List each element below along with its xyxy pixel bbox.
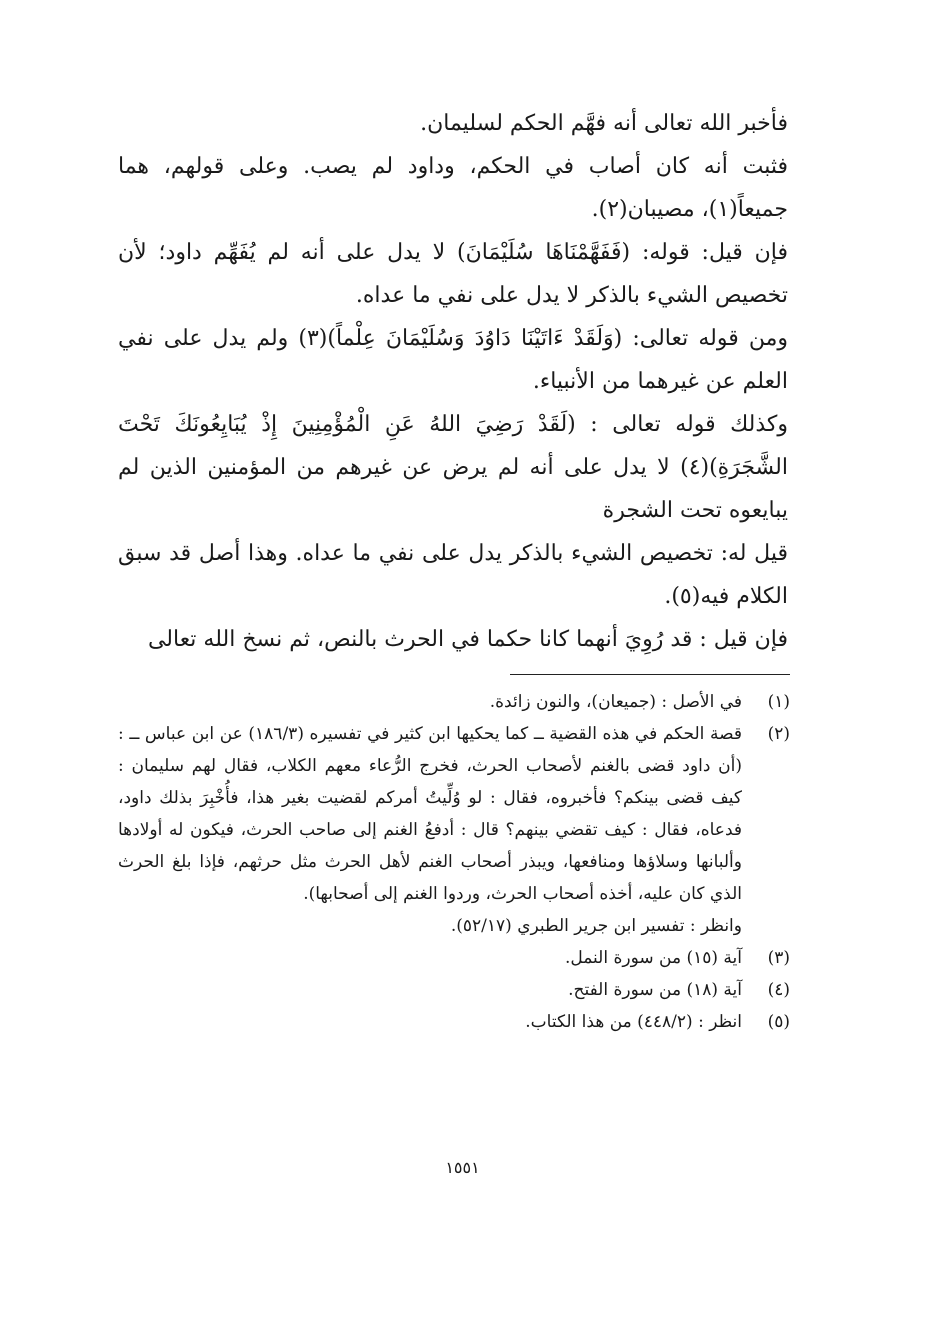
footnote-text bbox=[118, 974, 742, 1006]
footnote-line: آية (١٨) من سورة الفتح. bbox=[568, 980, 742, 1000]
paragraph: فثبت أنه كان أصاب في الحكم، وداود لم يصب. وعلى قولهم، هما جميعاً(١)، مصيبان(٢). bbox=[118, 154, 788, 222]
paragraph: ومن قوله تعالى: (وَلَقَدْ ءَاتَيْنَا دَاوُدَ وَسُلَيْمَانَ عِلْماً)(٣) ولم يدل على نفي العلم عن غيرهما من الأنبياء. bbox=[118, 326, 788, 394]
paragraph: فإن قيل: قوله: (فَفَهَّمْنَاهَا سُلَيْمَانَ) لا يدل على أنه لم يُفَهِّم داود؛ لأن تخصيص الشيء بالذكر لا يدل على نفي ما عداه. bbox=[118, 240, 788, 308]
footnote bbox=[118, 974, 790, 1006]
footnote-text bbox=[118, 718, 742, 942]
footnote bbox=[118, 718, 790, 942]
paragraph: فأخبر الله تعالى أنه فهَّم الحكم لسليمان. bbox=[420, 111, 788, 136]
footnotes bbox=[118, 686, 790, 1038]
footnote-text bbox=[118, 686, 742, 718]
paragraph: قيل له: تخصيص الشيء بالذكر يدل على نفي ما عداه. وهذا أصل قد سبق الكلام فيه(٥). bbox=[118, 541, 788, 609]
footnote-line: وانظر : تفسير ابن جرير الطبري (٥٢/١٧). bbox=[450, 916, 742, 936]
footnote-line: في الأصل : (جميعان)، والنون زائدة. bbox=[489, 692, 742, 712]
footnote-number: (١) bbox=[767, 692, 790, 712]
footnote bbox=[118, 686, 790, 718]
page-number: ١٥٥١ bbox=[445, 1158, 480, 1177]
footnote bbox=[118, 942, 790, 974]
footnote-divider bbox=[510, 674, 790, 675]
footnote-text bbox=[118, 942, 742, 974]
footnote-number: (٤) bbox=[767, 980, 790, 1000]
main-text bbox=[118, 102, 788, 661]
paragraph: فإن قيل : قد رُوِيَ أنهما كانا حكما في الحرث بالنص، ثم نسخ الله تعالى bbox=[147, 627, 788, 652]
footnote-number: (٢) bbox=[767, 724, 790, 744]
footnote-line: قصة الحكم في هذه القضية ــ كما يحكيها ابن كثير في تفسيره (١٨٦/٣) عن ابن عباس ــ :(أن داود قضى بالغنم لأصحاب الحرث، فخرج الرُّعاء معهم الكلاب، فقال لهم سليمان : كيف قضى بينكم؟ فأخبروه، فقال : لو وُلِّيتُ أمركم لقضيت بغير هذا، فأُخْبِرَ بذلك داود، فدعاه، فقال : كيف تقضي بينهم؟ قال : أدفعُ الغنم إلى صاحب الحرث، فيكون له أولادها وألبانها وسلاؤها ومنافعها، ويبذر أصحاب الغنم لأهل الحرث مثل حرثهم، فإذا بلغ الحرث الذي كان عليه، أخذه أصحاب الحرث، وردوا الغنم إلى أصحابها). bbox=[118, 724, 742, 904]
footnote-line: آية (١٥) من سورة النمل. bbox=[564, 948, 742, 968]
footnote-line: انظر : (٤٤٨/٢) من هذا الكتاب. bbox=[525, 1012, 742, 1032]
footnote bbox=[118, 1006, 790, 1038]
footnote-text bbox=[118, 1006, 742, 1038]
paragraph: وكذلك قوله تعالى : (لَقَدْ رَضِيَ اللهُ عَنِ الْمُؤْمِنِينَ إِذْ يُبَايِعُونَكَ تَحْتَ الشَّجَرَةِ)(٤) لا يدل على أنه لم يرض عن غيرهم من المؤمنين الذين لم يبايعوه تحت الشجرة bbox=[118, 412, 788, 523]
footnote-number: (٥) bbox=[767, 1012, 790, 1032]
footnote-number: (٣) bbox=[767, 948, 790, 968]
